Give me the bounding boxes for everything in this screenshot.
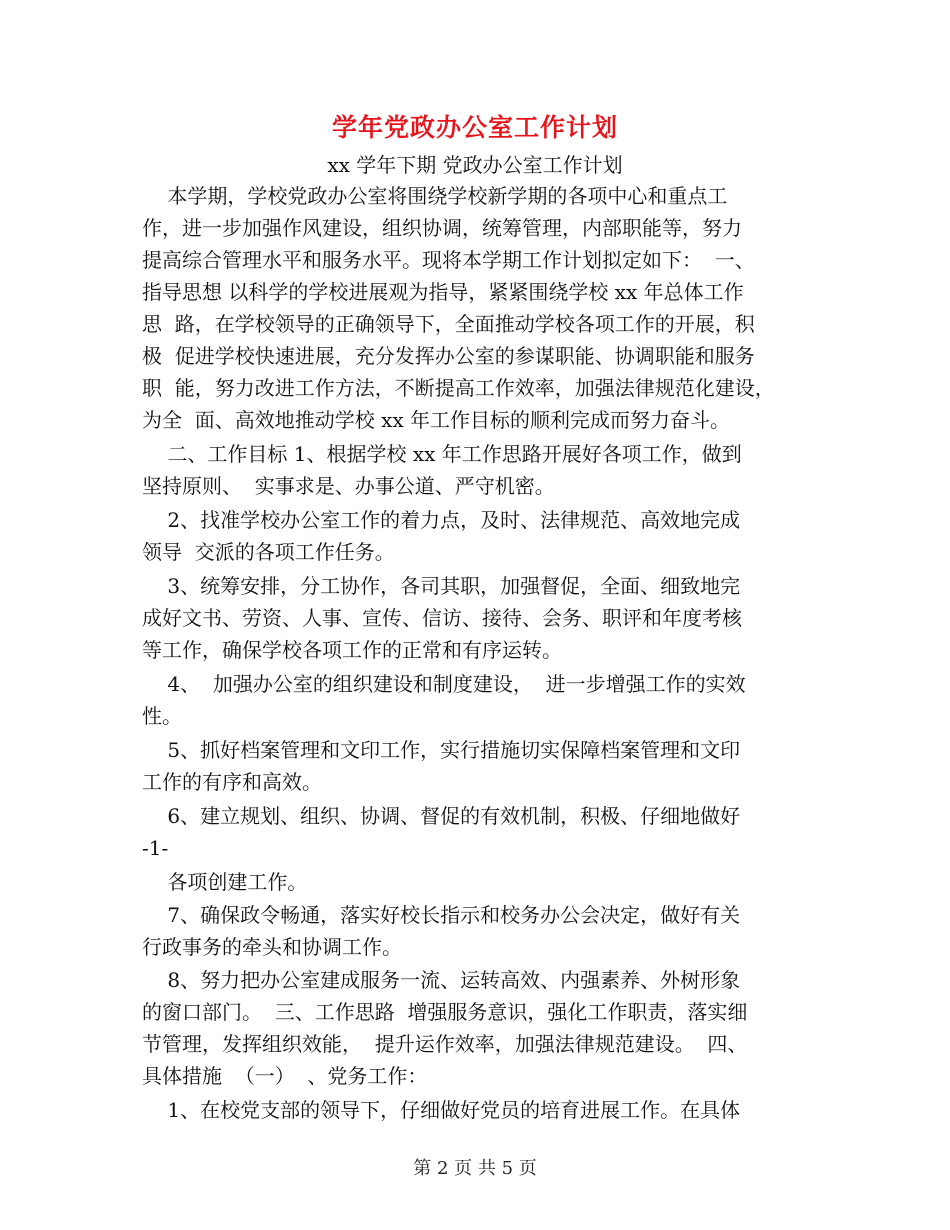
body-line: 4、 加强办公室的组织建设和制度建设， 进一步增强工作的实效	[142, 672, 746, 696]
body-line: 各项创建工作。	[142, 870, 308, 894]
body-line: 二、工作目标 1、根据学校 xx 年工作思路开展好各项工作，做到	[142, 442, 742, 466]
body-line: 节管理，发挥组织效能， 提升运作效率，加强法律规范建设。 四、	[142, 1032, 748, 1056]
body-line: 成好文书、劳资、人事、宣传、信访、接待、会务、职评和年度考核	[142, 606, 742, 630]
body-line: 坚持原则、 实事求是、办事公道、严守机密。	[142, 474, 555, 498]
body-line: 8、努力把办公室建成服务一流、运转高效、内强素养、外树形象	[142, 968, 741, 992]
document-title: 学年党政办公室工作计划	[331, 113, 618, 142]
body-line: 5、抓好档案管理和文印工作，实行措施切实保障档案管理和文印	[142, 738, 741, 762]
body-line: 职 能，努力改进工作方法，不断提高工作效率，加强法律规范化建设，	[142, 376, 775, 400]
body-line: 领导 交派的各项工作任务。	[142, 540, 395, 564]
body-line: 为全 面、高效地推动学校 xx 年工作目标的顺利完成而努力奋斗。	[142, 408, 730, 432]
body-line: 作，进一步加强作风建设，组织协调，统筹管理，内部职能等，努力	[142, 216, 742, 240]
body-line: 性。	[142, 704, 182, 728]
body-line: 本学期，学校党政办公室将围绕学校新学期的各项中心和重点工	[142, 184, 728, 208]
page-marker: -1-	[142, 836, 169, 860]
body-line: 等工作，确保学校各项工作的正常和有序运转。	[142, 638, 562, 662]
body-line: 3、统筹安排，分工协作，各司其职，加强督促，全面、细致地完	[142, 574, 741, 598]
document-subtitle: xx 学年下期 党政办公室工作计划	[327, 153, 623, 177]
body-line: 6、建立规划、组织、协调、督促的有效机制，积极、仔细地做好	[142, 804, 741, 828]
body-line: 极 促进学校快速进展，充分发挥办公室的参谋职能、协调职能和服务	[142, 344, 755, 368]
body-line: 2、找准学校办公室工作的着力点，及时、法律规范、高效地完成	[142, 508, 741, 532]
body-line: 7、确保政令畅通，落实好校长指示和校务办公会决定，做好有关	[142, 903, 741, 927]
body-line: 指导思想 以科学的学校进展观为指导，紧紧围绕学校 xx 年总体工作	[142, 280, 744, 304]
body-line: 行政事务的牵头和协调工作。	[142, 935, 402, 959]
body-line: 具体措施 （一） 、党务工作：	[142, 1064, 428, 1088]
body-line: 提高综合管理水平和服务水平。现将本学期工作计划拟定如下： 一、	[142, 248, 755, 272]
body-line: 1、在校党支部的领导下，仔细做好党员的培育进展工作。在具体	[142, 1098, 741, 1122]
body-line: 思 路，在学校领导的正确领导下，全面推动学校各项工作的开展，积	[142, 312, 755, 336]
body-line: 的窗口部门。 三、工作思路 增强服务意识，强化工作职责，落实细	[142, 1000, 748, 1024]
page-footer: 第 2 页 共 5 页	[413, 1158, 537, 1179]
body-line: 工作的有序和高效。	[142, 770, 322, 794]
